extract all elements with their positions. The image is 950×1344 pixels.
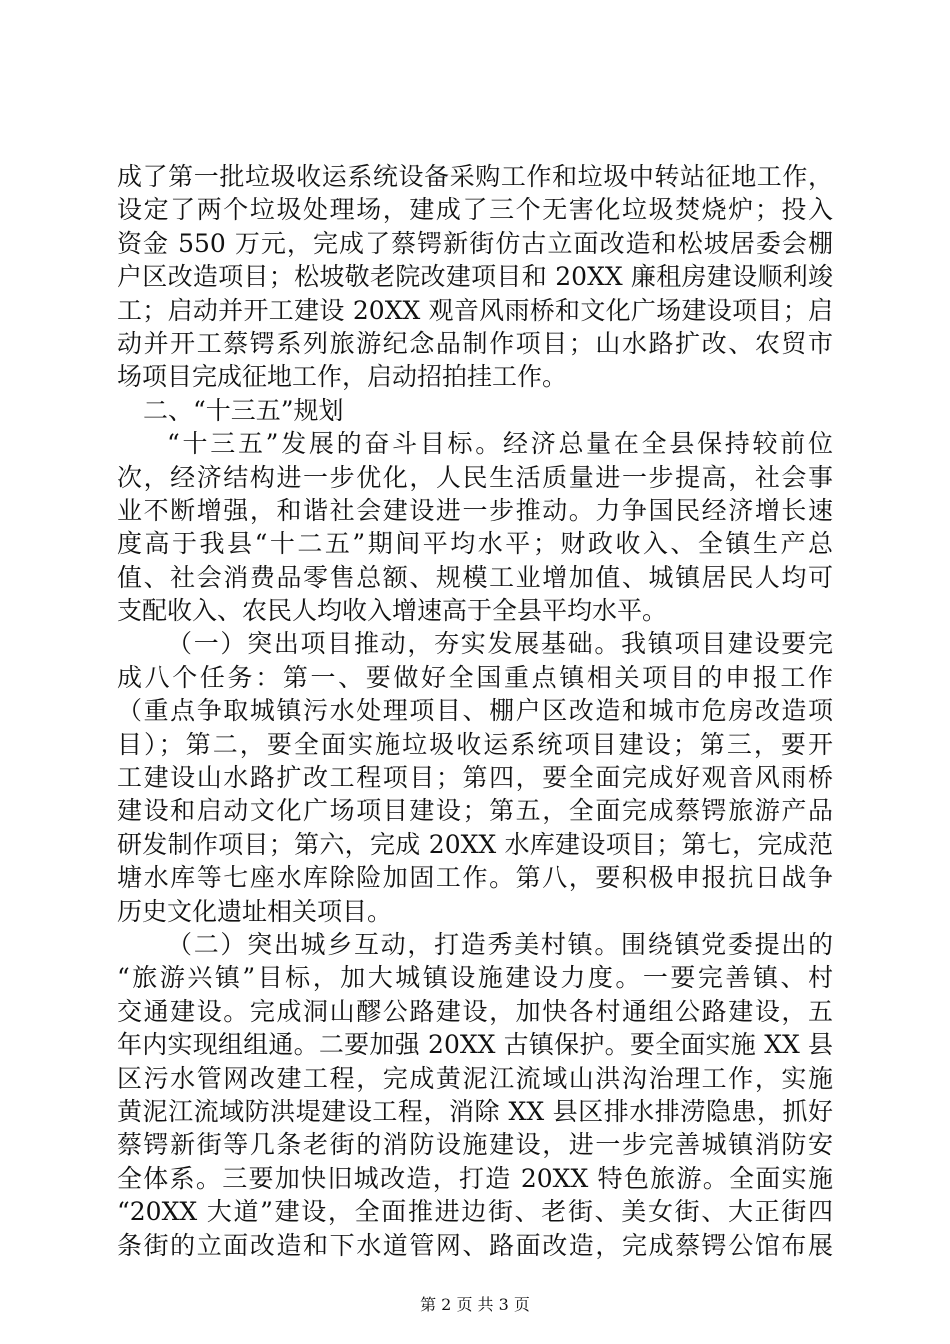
- text-line: 业不断增强，和谐社会建设进一步推动。力争国民经济增长速: [117, 495, 833, 525]
- page-footer: 第 2 页 共 3 页: [420, 1295, 530, 1314]
- text-line: 历史文化遗址相关项目。: [117, 896, 393, 926]
- text-line: 工建设山水路扩改工程项目；第四，要全面完成好观音风雨桥: [117, 763, 833, 793]
- text-line: （一）突出项目推动，夯实发展基础。我镇项目建设要完: [167, 629, 833, 659]
- text-line: 成八个任务：第一、要做好全国重点镇相关项目的申报工作: [117, 662, 833, 692]
- text-line: 成了第一批垃圾收运系统设备采购工作和垃圾中转站征地工作，: [117, 162, 833, 191]
- text-line: 目）；第二，要全面实施垃圾收运系统项目建设；第三，要开: [117, 729, 833, 759]
- text-line: 值、社会消费品零售总额、规模工业增加值、城镇居民人均可: [117, 562, 833, 592]
- text-line: “20XX 大道”建设，全面推进边街、老街、美女街、大正街四: [117, 1197, 833, 1227]
- text-line: 年内实现组组通。二要加强 20XX 古镇保护。要全面实施 XX 县: [117, 1030, 833, 1060]
- text-line: 设定了两个垃圾处理场，建成了三个无害化垃圾焚烧炉；投入: [117, 195, 833, 225]
- text-line: 研发制作项目；第六，完成 20XX 水库建设项目；第七，完成范: [117, 829, 833, 859]
- text-line: 支配收入、农民人均收入增速高于全县平均水平。: [117, 596, 668, 626]
- text-line: 动并开工蔡锷系列旅游纪念品制作项目；山水路扩改、农贸市: [117, 328, 833, 358]
- text-line: 次，经济结构进一步优化，人民生活质量进一步提高，社会事: [117, 462, 833, 492]
- text-line: “旅游兴镇”目标，加大城镇设施建设力度。一要完善镇、村: [117, 963, 833, 993]
- text-line: 度高于我县“十二五”期间平均水平；财政收入、全镇生产总: [117, 529, 833, 559]
- text-line: 蔡锷新街等几条老街的消防设施建设，进一步完善城镇消防安: [117, 1130, 833, 1160]
- text-line: 场项目完成征地工作，启动招拍挂工作。: [117, 362, 568, 392]
- text-line: 条街的立面改造和下水道管网、路面改造，完成蔡锷公馆布展: [117, 1230, 833, 1260]
- text-line: 户区改造项目；松坡敬老院改建项目和 20XX 廉租房建设顺利竣: [117, 262, 833, 292]
- text-line: （二）突出城乡互动，打造秀美村镇。围绕镇党委提出的: [167, 929, 833, 959]
- text-line: 建设和启动文化广场项目建设；第五，全面完成蔡锷旅游产品: [117, 796, 833, 826]
- document-body: [117, 160, 833, 1262]
- text-line: 工；启动并开工建设 20XX 观音风雨桥和文化广场建设项目；启: [117, 295, 833, 325]
- text-line: 塘水库等七座水库除险加固工作。第八，要积极申报抗日战争: [117, 863, 833, 893]
- text-line: 区污水管网改建工程，完成黄泥江流域山洪沟治理工作，实施: [117, 1063, 833, 1093]
- text-line: 二、“十三五”规划: [143, 395, 344, 425]
- text-line: 资金 550 万元，完成了蔡锷新街仿古立面改造和松坡居委会棚: [117, 228, 833, 258]
- text-line: 全体系。三要加快旧城改造，打造 20XX 特色旅游。全面实施: [117, 1163, 833, 1193]
- text-line: “十三五”发展的奋斗目标。经济总量在全县保持较前位: [167, 429, 833, 459]
- text-line: 交通建设。完成洞山醪公路建设，加快各村通组公路建设，五: [117, 996, 833, 1026]
- text-line: 黄泥江流域防洪堤建设工程，消除 XX 县区排水排涝隐患，抓好: [117, 1096, 833, 1126]
- text-line: （重点争取城镇污水处理项目、棚户区改造和城市危房改造项: [117, 696, 833, 726]
